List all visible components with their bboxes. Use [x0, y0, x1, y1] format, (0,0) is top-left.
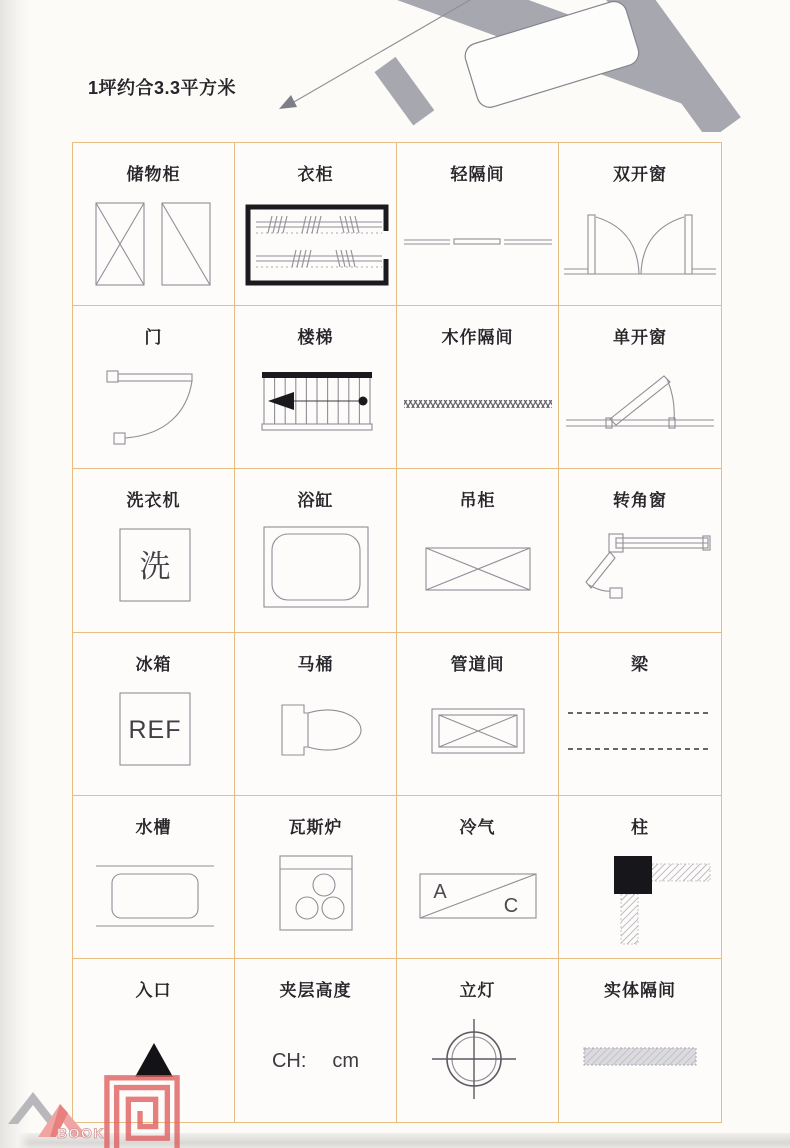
cell-label: 梁	[631, 654, 649, 674]
solid-partition-symbol	[560, 1011, 720, 1111]
wardrobe-symbol	[236, 195, 396, 295]
cell-sink	[73, 796, 235, 959]
cell-label: 双开窗	[613, 165, 667, 184]
cell-mezzanine-height	[235, 959, 397, 1122]
sink-symbol	[74, 848, 234, 948]
cell-label: 单开窗	[613, 328, 667, 348]
air-conditioner-symbol	[398, 848, 558, 948]
cell-label: 瓦斯炉	[288, 817, 343, 837]
legend-grid	[72, 142, 722, 1123]
stairs-symbol	[236, 358, 396, 458]
cell-label: 浴缸	[297, 491, 334, 511]
cell-label: 冰箱	[135, 654, 172, 674]
cell-label: 门	[144, 328, 163, 348]
column-symbol	[560, 848, 720, 948]
cell-label: 马桶	[297, 654, 334, 674]
ceiling-height-unit: cm	[332, 1049, 360, 1072]
single-casement-window-symbol	[560, 358, 720, 458]
refrigerator-symbol	[74, 685, 234, 785]
pipe-duct-symbol	[398, 685, 558, 785]
cell-label: 衣柜	[297, 165, 334, 184]
cell-label: 储物柜	[126, 165, 181, 184]
cell-column	[559, 796, 721, 959]
cell-stairs	[235, 306, 397, 469]
svg-text:A: A	[432, 880, 447, 903]
cell-pipe-duct	[397, 633, 559, 796]
cell-label: 柱	[631, 817, 649, 837]
cell-hanging-cabinet	[397, 469, 559, 632]
cell-label: 轻隔间	[450, 165, 505, 184]
cell-label: 楼梯	[297, 328, 334, 348]
svg-text:洗: 洗	[139, 549, 170, 585]
cell-label: 入口	[135, 980, 172, 1000]
cell-label: 洗衣机	[126, 491, 181, 511]
floor-lamp-symbol	[398, 1011, 558, 1111]
cell-toilet	[235, 633, 397, 796]
bathtub-symbol	[236, 521, 396, 621]
beam-symbol	[560, 685, 720, 785]
cell-label: 冷气	[459, 817, 496, 837]
cell-label: 木作隔间	[441, 328, 514, 348]
mezzanine-height-symbol	[272, 1050, 359, 1073]
cell-double-casement-window	[559, 143, 721, 306]
cell-corner-window	[559, 469, 721, 632]
floorplan-fragment	[0, 0, 790, 132]
door-symbol	[74, 358, 234, 458]
light-partition-symbol	[398, 195, 558, 295]
cell-label: 转角窗	[613, 491, 667, 511]
storage-cabinet-symbol	[74, 195, 234, 295]
cell-beam	[559, 633, 721, 796]
ceiling-height-prefix: CH:	[271, 1049, 307, 1072]
cell-light-partition	[397, 143, 559, 306]
cell-floor-lamp	[397, 959, 559, 1122]
double-casement-window-symbol	[560, 195, 720, 295]
cell-solid-partition	[559, 959, 721, 1122]
wood-partition-symbol	[398, 358, 558, 458]
cell-washing-machine	[73, 469, 235, 632]
cell-wood-partition	[397, 306, 559, 469]
cell-gas-stove	[235, 796, 397, 959]
cell-label: 管道间	[450, 654, 505, 674]
cell-label: 立灯	[459, 980, 496, 1000]
watermark-seal	[103, 1072, 181, 1148]
washing-machine-symbol	[74, 521, 234, 621]
cell-refrigerator	[73, 633, 235, 796]
cell-door	[73, 306, 235, 469]
cell-bathtub	[235, 469, 397, 632]
cell-label: 实体隔间	[604, 980, 676, 1000]
watermark-book-text: BOOK	[57, 1125, 105, 1141]
cell-storage-cabinet	[73, 143, 235, 306]
corner-window-symbol	[560, 521, 720, 621]
cell-label: 夹层高度	[279, 980, 352, 1000]
toilet-symbol	[236, 685, 396, 785]
cell-wardrobe	[235, 143, 397, 306]
svg-text:C: C	[503, 894, 518, 917]
cell-label: 水槽	[135, 817, 172, 837]
hanging-cabinet-symbol	[398, 521, 558, 621]
scale-note: 1坪约合3.3平方米	[88, 78, 237, 98]
cell-single-casement-window	[559, 306, 721, 469]
cell-air-conditioner	[397, 796, 559, 959]
gas-stove-symbol	[236, 848, 396, 948]
cell-label: 吊柜	[459, 491, 496, 511]
svg-text:REF: REF	[128, 715, 181, 744]
